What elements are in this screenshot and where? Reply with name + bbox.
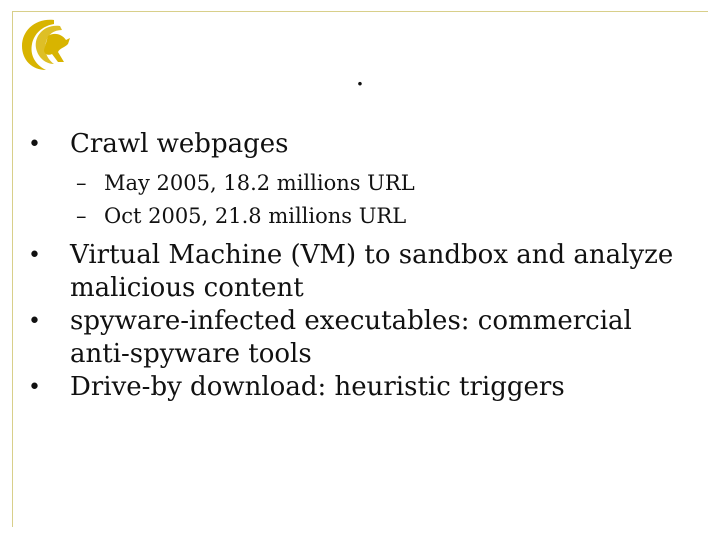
dash-marker: – <box>76 171 87 195</box>
sub-bullet-list <box>28 167 698 233</box>
dash-marker: – <box>76 204 87 228</box>
slide-frame-left <box>12 11 13 527</box>
bullet-text: Virtual Machine (VM) to sandbox and analyze malicious content <box>70 240 674 303</box>
bullet-text: Crawl webpages <box>70 129 289 159</box>
bullet-marker: • <box>28 375 41 400</box>
sub-bullet-item <box>76 200 698 233</box>
bullet-item <box>28 371 698 404</box>
slide-title: . <box>355 59 365 92</box>
sub-bullet-text: May 2005, 18.2 millions URL <box>104 171 415 195</box>
bullet-list <box>28 128 698 404</box>
bullet-marker: • <box>28 309 41 334</box>
sub-bullet-text: Oct 2005, 21.8 millions URL <box>104 204 407 228</box>
bullet-item <box>28 239 698 305</box>
pegasus-logo-icon <box>14 14 76 76</box>
bullet-item <box>28 128 698 161</box>
bullet-marker: • <box>28 132 41 157</box>
bullet-item <box>28 305 698 371</box>
sub-bullet-item <box>76 167 698 200</box>
bullet-text: spyware-infected executables: commercial anti-spyware tools <box>70 306 632 369</box>
bullet-marker: • <box>28 243 41 268</box>
bullet-text: Drive-by download: heuristic triggers <box>70 372 565 402</box>
slide-frame-top <box>12 11 708 12</box>
